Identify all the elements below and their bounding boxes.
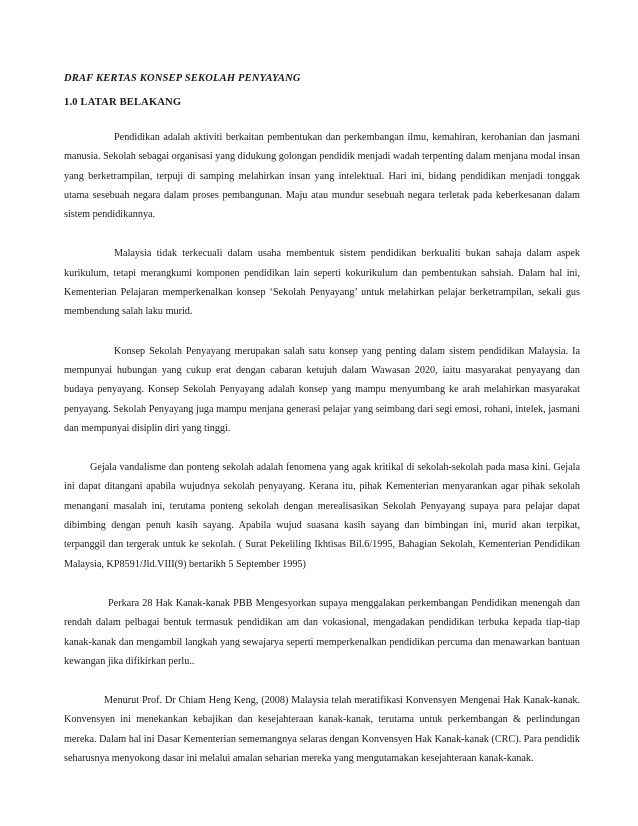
paragraph-4: Gejala vandalisme dan ponteng sekolah adalah fenomena yang agak kritikal di sekolah-sekolah pada masa kini. Gejala ini dapat ditangani apabila wujudnya sekolah penyayang. Kerana itu, pihak Kementerian menyarankan agar pihak sekolah menangani masalah ini, terutama ponteng sekolah dengan merealisasikan Sekolah Penyayang supaya para pelajar dapat dibimbing dengan penuh kasih sayang. Apabila wujud suasana kasih sayang dan bimbingan ini, murid akan terpikat, terpanggil dan tergerak untuk ke sekolah. ( Surat Pekeliling Ikhtisas Bil.6/1995, Bahagian Sekolah, Kementerian Pendidikan Malaysia, KP8591/Jld.VIII(9) bertarikh 5 September 1995) <box>64 462 580 570</box>
paragraph-3: Konsep Sekolah Penyayang merupakan salah satu konsep yang penting dalam sistem pendidikan Malaysia. Ia mempunyai hubungan yang cukup erat dengan cabaran ketujuh dalam Wawasan 2020, iaitu masyarakat penyayang dan budaya penyayang. Konsep Sekolah Penyayang adalah konsep yang mampu menyumbang ke arah melahirkan masyarakat penyayang. Sekolah Penyayang juga mampu menjana generasi pelajar yang seimbang dari segi emosi, rohani, intelek, jasmani dan mempunyai disiplin diri yang tinggi. <box>64 345 580 434</box>
section-heading: 1.0 LATAR BELAKANG <box>64 97 182 108</box>
paragraph-6: Menurut Prof. Dr Chiam Heng Keng, (2008) Malaysia telah meratifikasi Konvensyen Mengenai Hak Kanak-kanak. Konvensyen ini menekankan kebajikan dan kesejahteraan kanak-kanak, terutama untuk perkembangan & perlindungan mereka. Dalam hal ini Dasar Kementerian sememangnya selaras dengan Konvensyen Hak Kanak-kanak (CRC). Para pendidik seharusnya menyokong dasar ini melalui amalan seharian mereka yang mengutamakan kesejahteraan kanak-kanak. <box>64 695 580 765</box>
document-title: DRAF KERTAS KONSEP SEKOLAH PENYAYANG <box>64 73 301 84</box>
paragraph-2: Malaysia tidak terkecuali dalam usaha membentuk sistem pendidikan berkualiti bukan sahaja dalam aspek kurikulum, tetapi merangkumi komponen pendidikan lain seperti kokurikulum dan pembentukan sahsiah. Dalam hal ini, Kementerian Pelajaran memperkenalkan konsep ‘Sekolah Penyayang’ untuk melahirkan pelajar berketrampilan, sekali gus membendung salah laku murid. <box>64 248 580 318</box>
paragraph-1: Pendidikan adalah aktiviti berkaitan pembentukan dan perkembangan ilmu, kemahiran, kerohanian dan jasmani manusia. Sekolah sebagai organisasi yang didukung golongan pendidik menjadi wadah terpenting dalam menjana modal insan yang berketrampilan, terpuji di samping melahirkan insan yang intelektual. Hari ini, bidang pendidikan menjadi tonggak utama sesebuah negara dalam proses pembangunan. Maju atau mundur sesebuah negara terletak pada keberkesanan dalam sistem pendidikannya. <box>64 132 580 221</box>
paragraph-5: Perkara 28 Hak Kanak-kanak PBB Mengesyorkan supaya menggalakan perkembangan Pendidikan menengah dan rendah dalam pelbagai bentuk termasuk pendidikan am dan vokasional, mengadakan pendidikan terbuka kepada tiap-tiap kanak-kanak dan mengambil langkah yang sewajarya seperti memperkenalkan pendidikan percuma dan menawarkan bantuan kewangan jika difikirkan perlu.. <box>64 597 580 667</box>
